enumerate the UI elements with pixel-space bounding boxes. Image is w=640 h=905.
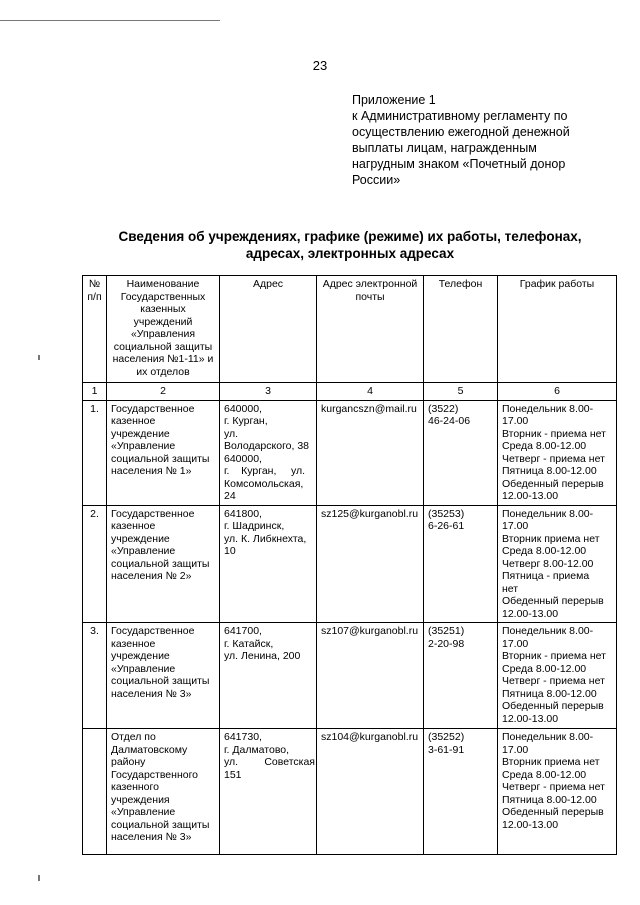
title-line: Сведения об учреждениях, графике (режиме) их работы, телефонах,: [118, 229, 582, 244]
institution-address: 640000, г. Курган, ул. Володарского, 38 640000, г. Курган, ул. Комсомольская, 24: [220, 400, 317, 505]
page-number: 23: [312, 58, 328, 73]
institution-phone: (3522) 46-24-06: [424, 400, 498, 505]
column-number-row: [83, 383, 617, 401]
institution-email: sz125@kurganobl.ru: [317, 505, 424, 623]
appendix-line: выплаты лицам, награжденным: [352, 141, 537, 155]
appendix-line: осуществлению ежегодной денежной: [352, 125, 570, 139]
institution-schedule: Понедельник 8.00- 17.00 Вторник - приема нет Среда 8.00-12.00 Четверг - приема нет Пятница 8.00-12.00 Обеденный перерыв 12.00-13.00: [498, 623, 617, 729]
row-number: 3.: [83, 623, 107, 729]
institution-email: sz104@kurganobl.ru: [317, 729, 424, 855]
institution-email: sz107@kurganobl.ru: [317, 623, 424, 729]
column-number: 3: [220, 383, 317, 401]
table-row: [83, 729, 617, 855]
institution-email: kurgancszn@mail.ru: [317, 400, 424, 505]
institution-schedule: Понедельник 8.00- 17.00 Вторник - приема нет Среда 8.00-12.00 Четверг - приема нет Пятница 8.00-12.00 Обеденный перерыв 12.00-13.00: [498, 400, 617, 505]
document-title: [90, 228, 610, 262]
row-number: [83, 729, 107, 855]
column-number: 4: [317, 383, 424, 401]
institution-schedule: Понедельник 8.00- 17.00 Вторник приема нет Среда 8.00-12.00 Четверг 8.00-12.00 Пятница - приема нет Обеденный перерыв 12.00-13.00: [498, 505, 617, 623]
header-name: Наименование Государственных казенных учреждений «Управления социальной защиты населения №1-11» и их отделов: [107, 276, 220, 383]
appendix-line: Приложение 1: [352, 93, 436, 107]
header-schedule: График работы: [498, 276, 617, 383]
header-address: Адрес: [220, 276, 317, 383]
appendix-line: нагрудным знаком «Почетный донор: [352, 157, 566, 171]
institution-address: 641700, г. Катайск, ул. Ленина, 200: [220, 623, 317, 729]
table-header-row: [83, 276, 617, 383]
appendix-note: [352, 92, 602, 188]
institution-name: Отдел по Далматовскому району Государственного казенного учреждения «Управление социальной защиты населения № 3»: [107, 729, 220, 855]
column-number: 6: [498, 383, 617, 401]
header-phone: Телефон: [424, 276, 498, 383]
title-line: адресах, электронных адресах: [245, 246, 455, 261]
header-num: № п/п: [83, 276, 107, 383]
appendix-line: к Административному регламенту по: [352, 109, 568, 123]
row-number: 2.: [83, 505, 107, 623]
scan-edge-mark: [38, 355, 40, 360]
column-number: 1: [83, 383, 107, 401]
row-number: 1.: [83, 400, 107, 505]
table-row: [83, 505, 617, 623]
institution-name: Государственное казенное учреждение «Управление социальной защиты населения № 3»: [107, 623, 220, 729]
institution-phone: (35252) 3-61-91: [424, 729, 498, 855]
table-row: [83, 400, 617, 505]
table-row: [83, 623, 617, 729]
column-number: 2: [107, 383, 220, 401]
column-number: 5: [424, 383, 498, 401]
institution-address: 641730, г. Далматово, ул. Советская, 151: [220, 729, 317, 855]
scan-edge-mark: [38, 875, 40, 881]
institution-phone: (35253) 6-26-61: [424, 505, 498, 623]
institution-schedule: Понедельник 8.00- 17.00 Вторник приема нет Среда 8.00-12.00 Четверг - приема нет Пятница 8.00-12.00 Обеденный перерыв 12.00-13.00: [498, 729, 617, 855]
institutions-table: [82, 275, 617, 855]
scan-edge-line: [0, 20, 220, 21]
institution-name: Государственное казенное учреждение «Управление социальной защиты населения № 1»: [107, 400, 220, 505]
institution-address: 641800, г. Шадринск, ул. К. Либкнехта, 10: [220, 505, 317, 623]
appendix-line: России»: [352, 173, 401, 187]
institution-phone: (35251) 2-20-98: [424, 623, 498, 729]
institution-name: Государственное казенное учреждение «Управление социальной защиты населения № 2»: [107, 505, 220, 623]
header-email: Адрес электронной почты: [317, 276, 424, 383]
